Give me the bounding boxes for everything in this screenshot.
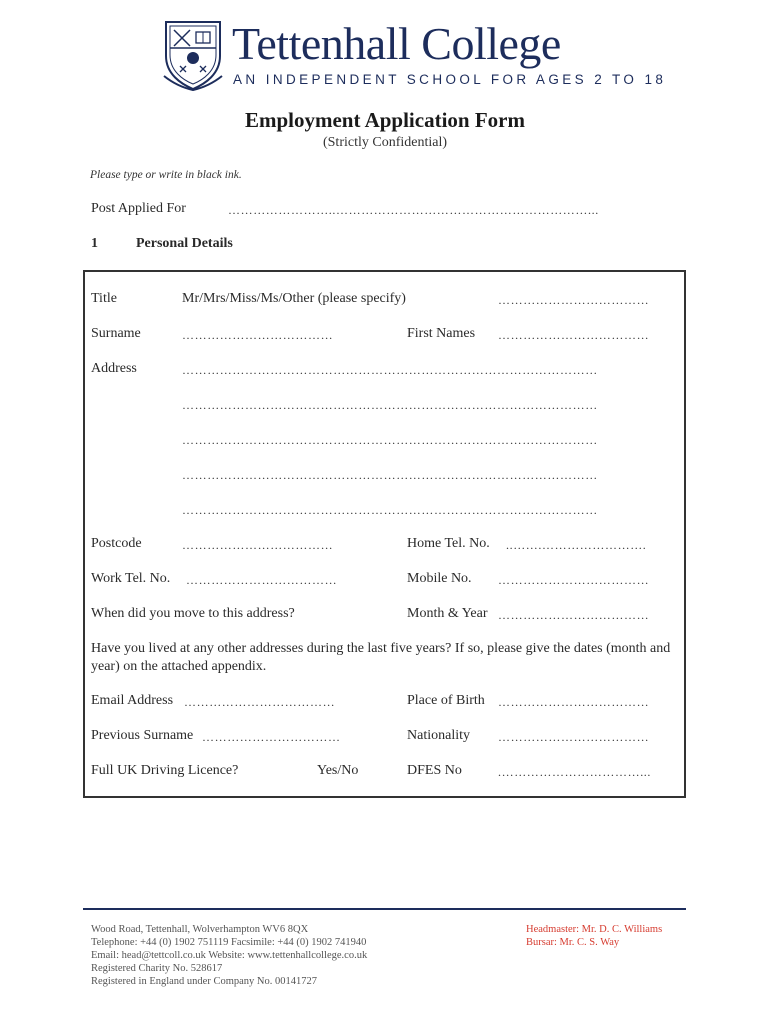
- dfes-field[interactable]: .……………………………...: [498, 765, 651, 779]
- address-line-2[interactable]: ………………………………………………………………………………………: [182, 398, 598, 412]
- footer-divider: [83, 908, 686, 910]
- home-tel-field[interactable]: ..…….…………………….: [506, 538, 647, 552]
- form-subtitle: (Strictly Confidential): [322, 135, 448, 150]
- post-applied-label: Post Applied For: [91, 201, 186, 216]
- birth-place-label: Place of Birth: [407, 693, 485, 708]
- work-tel-label: Work Tel. No.: [91, 571, 171, 586]
- driving-licence-label: Full UK Driving Licence?: [91, 763, 239, 778]
- address-line-5[interactable]: ………………………………………………………………………………………: [182, 503, 598, 517]
- previous-surname-label: Previous Surname: [91, 728, 194, 743]
- first-names-field[interactable]: ………………………………: [498, 328, 650, 342]
- home-tel-label: Home Tel. No.: [407, 536, 490, 551]
- college-name: Tettenhall College: [232, 18, 561, 69]
- address-line-3[interactable]: ………………………………………………………………………………………: [182, 433, 598, 447]
- footer-company: Registered in England under Company No. 00141727: [91, 976, 318, 987]
- section-title: Personal Details: [136, 236, 233, 251]
- college-tagline: AN INDEPENDENT SCHOOL FOR AGES 2 TO 18: [233, 72, 667, 87]
- form-instruction: Please type or write in black ink.: [90, 169, 242, 181]
- previous-surname-field[interactable]: ……………………………: [202, 730, 341, 744]
- postcode-field[interactable]: ………………………………: [182, 538, 334, 552]
- title-options: Mr/Mrs/Miss/Ms/Other (please specify): [182, 291, 406, 306]
- address-line-4[interactable]: ………………………………………………………………………………………: [182, 468, 598, 482]
- month-year-label: Month & Year: [407, 606, 488, 621]
- mobile-field[interactable]: ………………………………: [498, 573, 650, 587]
- footer-headmaster: Headmaster: Mr. D. C. Williams: [526, 924, 663, 935]
- post-applied-field[interactable]: ……………………..……………………………………………………...: [228, 203, 599, 217]
- school-crest-icon: [160, 18, 226, 92]
- surname-label: Surname: [91, 326, 141, 341]
- nationality-label: Nationality: [407, 728, 470, 743]
- address-label: Address: [91, 361, 137, 376]
- driving-licence-options[interactable]: Yes/No: [317, 763, 359, 778]
- surname-field[interactable]: ………………………………: [182, 328, 334, 342]
- moved-date-label: When did you move to this address?: [91, 606, 295, 621]
- form-title: Employment Application Form: [244, 108, 525, 132]
- nationality-field[interactable]: ………………………………: [498, 730, 650, 744]
- postcode-label: Postcode: [91, 536, 142, 551]
- footer-charity: Registered Charity No. 528617: [91, 963, 223, 974]
- footer-web: Email: head@tettcoll.co.uk Website: www.tettenhallcollege.co.uk: [91, 950, 368, 961]
- month-year-field[interactable]: ………………………………: [498, 608, 650, 622]
- title-field[interactable]: ………………………………: [498, 293, 650, 307]
- first-names-label: First Names: [407, 326, 476, 341]
- address-line-1[interactable]: ………………………………………………………………………………………: [182, 363, 598, 377]
- work-tel-field[interactable]: ………………………………: [186, 573, 338, 587]
- birth-place-field[interactable]: ………………………………: [498, 695, 650, 709]
- personal-details-box: [83, 270, 686, 798]
- dfes-label: DFES No: [407, 763, 462, 778]
- title-label: Title: [91, 291, 117, 306]
- footer-phone: Telephone: +44 (0) 1902 751119 Facsimile: +44 (0) 1902 741940: [91, 937, 367, 948]
- mobile-label: Mobile No.: [407, 571, 472, 586]
- email-field[interactable]: ………………………………: [184, 695, 336, 709]
- footer-address: Wood Road, Tettenhall, Wolverhampton WV6 8QX: [91, 924, 309, 935]
- email-label: Email Address: [91, 693, 174, 708]
- other-addresses-note: Have you lived at any other addresses during the last five years? If so, please give the dates (month and year) on the attached appendix.: [91, 641, 671, 674]
- footer-bursar: Bursar: Mr. C. S. Way: [526, 937, 620, 948]
- section-number: 1: [91, 236, 98, 251]
